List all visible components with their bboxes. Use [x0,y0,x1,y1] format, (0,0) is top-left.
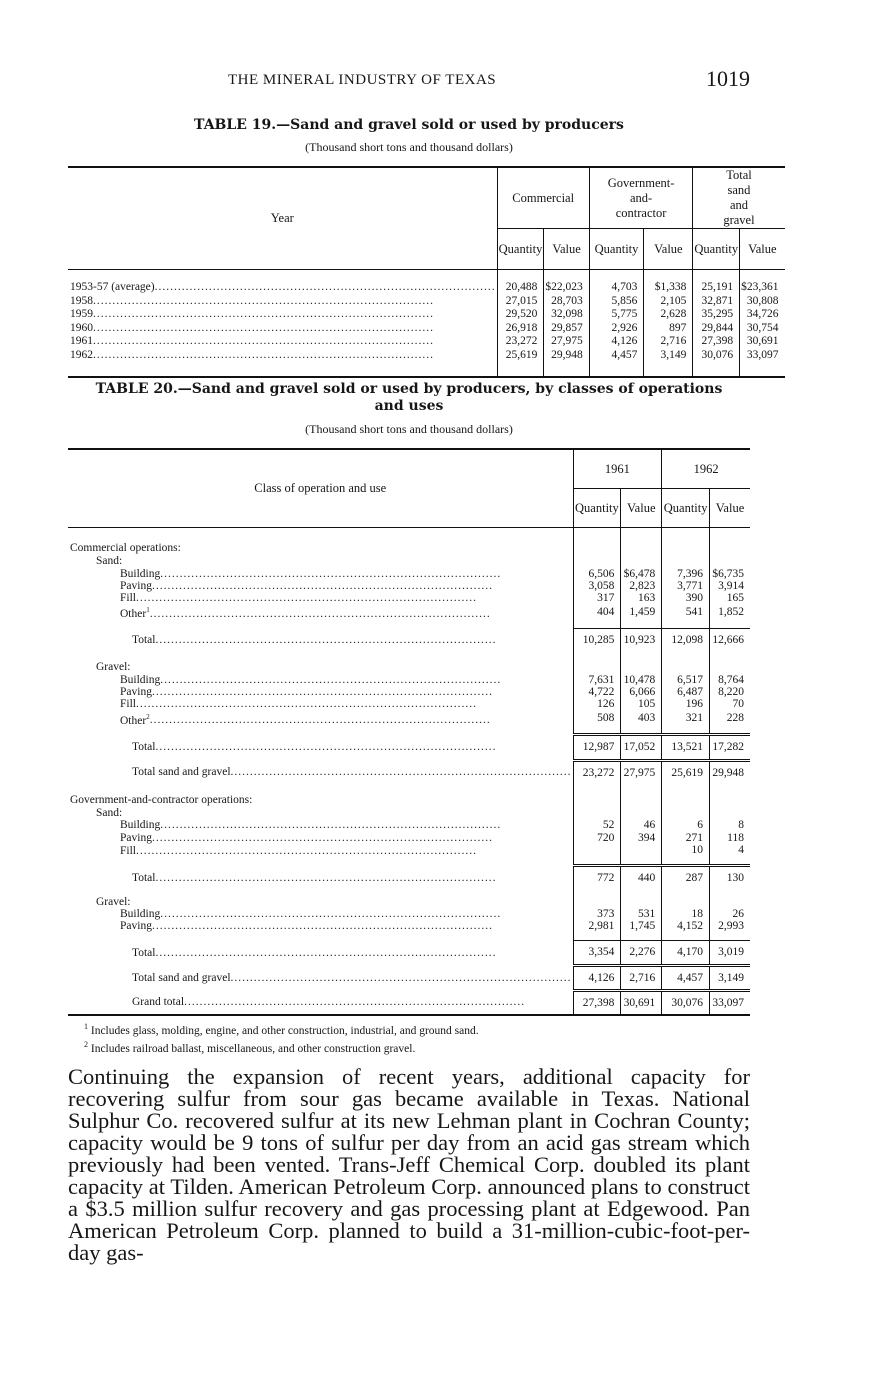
cell-value: 531 [621,908,662,920]
heading-label: Gravel: [96,661,131,674]
cell-value: 720 [573,832,621,844]
cell-value: $23,361 [740,270,785,295]
section-heading [68,528,750,555]
table-row [68,711,750,735]
label-text [120,711,572,727]
cell-value: 34,726 [740,308,785,322]
footnote-ref: 1 [146,606,150,615]
cell-value: 440 [621,866,662,890]
cell-value [621,844,662,866]
cell-value: 404 [573,604,621,628]
label-value: Paving [120,831,152,844]
row-label [68,686,573,698]
table-row [68,580,750,592]
empty-cell [710,806,750,819]
label-text [120,686,572,698]
footnotes [84,1020,479,1056]
subcol: Value [544,229,589,270]
cell-value: 772 [573,866,621,890]
cell-value: 27,975 [544,335,589,349]
cell-value: 897 [644,322,693,336]
cell-value: 29,857 [544,322,589,336]
running-title: THE MINERAL INDUSTRY OF TEXAS [228,72,497,88]
row-label [68,322,497,336]
label-text [132,634,572,646]
label-value: 1961 [70,336,93,348]
cell-value: 4,170 [662,941,710,965]
cell-value: 6,066 [621,686,662,698]
table-row [68,908,750,920]
cell-value: 4 [710,844,750,866]
cell-value: 30,076 [693,349,740,377]
cell-value: 70 [710,698,750,710]
row-label [68,941,573,965]
page-number: 1019 [706,66,750,91]
label-value: 1958 [70,295,93,307]
row-label [68,991,573,1016]
cell-value: 287 [662,866,710,890]
empty-cell [662,528,710,555]
cell-value: 30,076 [662,991,710,1016]
cell-value: 163 [621,592,662,604]
label-value: 1962 [70,349,93,361]
row-label [68,760,573,784]
cell-value: 3,149 [644,349,693,377]
cell-value: 29,520 [497,308,544,322]
cell-value: 130 [710,866,750,890]
row-label [68,349,497,377]
empty-cell [710,651,750,673]
row-label [68,604,573,628]
section-heading [68,890,750,908]
cell-value: 2,105 [644,295,693,309]
empty-cell [573,806,621,819]
cell-value: 8,220 [710,686,750,698]
col-year: Year [68,167,497,270]
subcol: Quantity [662,489,710,528]
cell-value: 2,981 [573,920,621,941]
year-1962: 1962 [662,449,750,489]
label-text [120,698,572,710]
heading-label: Gravel: [96,895,131,908]
empty-cell [710,528,750,555]
total-row [68,735,750,760]
label-value: 1953-57 (average) [70,282,155,293]
cell-value: 1,459 [621,604,662,628]
cell-value: 4,722 [573,686,621,698]
section-heading [68,554,750,567]
col-class: Class of operation and use [68,449,573,528]
cell-value: 2,276 [621,941,662,965]
row-label [68,908,573,920]
cell-value: 390 [662,592,710,604]
empty-cell [621,651,662,673]
label-text [70,282,496,294]
heading-label: Commercial operations: [70,542,181,554]
empty-cell [573,890,621,908]
cell-value: 403 [621,711,662,735]
cell-value: 32,871 [693,295,740,309]
cell-value: 27,015 [497,295,544,309]
cell-value: 2,823 [621,580,662,592]
subcol: Quantity [497,229,544,270]
label-value: Total [132,741,156,754]
label-value: Total [132,946,156,959]
label-text [70,323,496,335]
table-row [68,295,785,309]
table19 [68,166,785,378]
label-value: 1960 [70,322,93,334]
label-value: Total sand and gravel [132,971,231,984]
empty-cell [573,784,621,806]
cell-value: 373 [573,908,621,920]
cell-value: 3,058 [573,580,621,592]
group-total: Total sand and gravel [693,167,785,229]
cell-value: 52 [573,819,621,831]
label-text [70,309,496,321]
cell-value: 394 [621,832,662,844]
table19-caption: TABLE 19.—Sand and gravel sold or used by producers [194,117,624,133]
table-row [68,308,785,322]
cell-value: 10 [662,844,710,866]
label-value: Building [120,819,161,832]
empty-cell [662,784,710,806]
label-value: Total sand and gravel [132,765,231,778]
cell-value: 25,191 [693,270,740,295]
label-value: Fill [120,844,136,857]
label-value: Building [120,567,161,580]
cell-value: 20,488 [497,270,544,295]
row-label [68,592,573,604]
cell-value: 25,619 [662,760,710,784]
table-row [68,674,750,686]
label-text [132,766,572,778]
heading-label: Sand: [96,807,123,820]
heading-label: Sand: [96,555,123,568]
row-label [68,568,573,580]
cell-value: 29,844 [693,322,740,336]
cell-value: 29,948 [710,760,750,784]
subcol: Value [740,229,785,270]
empty-cell [621,784,662,806]
table-row [68,568,750,580]
subcol: Value [710,489,750,528]
cell-value: 27,398 [573,991,621,1016]
subcol: Value [644,229,693,270]
table-row [68,698,750,710]
row-label [68,866,573,890]
cell-value: 4,457 [662,965,710,990]
cell-value: 46 [621,819,662,831]
cell-value: 17,052 [621,735,662,760]
cell-value: 28,703 [544,295,589,309]
label-text [132,996,572,1008]
cell-value: $6,735 [710,568,750,580]
cell-value: 7,631 [573,674,621,686]
cell-value: 10,923 [621,629,662,652]
label-text [132,741,572,753]
cell-value: 30,691 [621,991,662,1016]
cell-value: 6,517 [662,674,710,686]
row-label [68,580,573,592]
cell-value: 33,097 [740,349,785,377]
row-label [68,832,573,844]
cell-value: 8 [710,819,750,831]
label-text [120,674,572,686]
label-value: Grand total [132,996,185,1009]
row-label [68,698,573,710]
total-row [68,965,750,990]
label-value: Building [120,907,161,920]
cell-value: 27,975 [621,760,662,784]
cell-value: 13,521 [662,735,710,760]
cell-value: 30,808 [740,295,785,309]
row-label [68,335,497,349]
cell-value: 25,619 [497,349,544,377]
cell-value: 26,918 [497,322,544,336]
label-text [132,872,572,884]
cell-value: 8,764 [710,674,750,686]
cell-value: 35,295 [693,308,740,322]
row-label [68,308,497,322]
label-value: Fill [120,592,136,605]
cell-value: 6 [662,819,710,831]
label-value: Building [120,673,161,686]
section-heading [68,651,750,673]
cell-value: 317 [573,592,621,604]
cell-value: 10,478 [621,674,662,686]
cell-value: 2,993 [710,920,750,941]
cell-value: 6,487 [662,686,710,698]
cell-value: 23,272 [573,760,621,784]
table-row [68,592,750,604]
cell-value: 27,398 [693,335,740,349]
cell-value: 2,628 [644,308,693,322]
label-text [120,580,572,592]
cell-value: 105 [621,698,662,710]
table-row [68,335,785,349]
table-row [68,604,750,628]
label-value: Fill [120,698,136,711]
table-row [68,920,750,941]
label-text [120,592,572,604]
subcol: Quantity [573,489,621,528]
empty-cell [621,806,662,819]
empty-cell [662,806,710,819]
subcol: Value [621,489,662,528]
label-text [120,832,572,844]
row-label [68,920,573,941]
empty-cell [710,554,750,567]
row-label [68,965,573,990]
table-row [68,349,785,377]
cell-value: 1,852 [710,604,750,628]
section-heading [68,784,750,806]
cell-value: 4,152 [662,920,710,941]
total-row [68,629,750,652]
row-label [68,819,573,831]
empty-cell [621,554,662,567]
row-label [68,270,497,295]
empty-cell [662,554,710,567]
label-value: Paving [120,920,152,933]
cell-value: $1,338 [644,270,693,295]
cell-value: 29,948 [544,349,589,377]
cell-value: 7,396 [662,568,710,580]
cell-value: 26 [710,908,750,920]
empty-cell [573,528,621,555]
group-government: Government-and-contractor [589,167,693,229]
cell-value: 2,716 [644,335,693,349]
cell-value: 271 [662,832,710,844]
total-row [68,991,750,1016]
empty-cell [621,528,662,555]
label-text [70,296,496,308]
cell-value: 4,703 [589,270,644,295]
cell-value: 3,354 [573,941,621,965]
row-label [68,735,573,760]
cell-value: 12,098 [662,629,710,652]
cell-value: 4,126 [573,965,621,990]
label-text [120,604,572,620]
label-text [120,920,572,932]
group-commercial: Commercial [497,167,589,229]
empty-cell [662,651,710,673]
cell-value: $22,023 [544,270,589,295]
empty-cell [710,784,750,806]
footnote-ref: 2 [146,712,150,721]
cell-value: 118 [710,832,750,844]
table-row [68,322,785,336]
cell-value: 2,716 [621,965,662,990]
row-label [68,295,497,309]
cell-value: 3,019 [710,941,750,965]
cell-value: 165 [710,592,750,604]
year-1961: 1961 [573,449,662,489]
label-text [120,908,572,920]
empty-cell [573,554,621,567]
cell-value: 1,745 [621,920,662,941]
cell-value: 12,666 [710,629,750,652]
body-paragraph: Continuing the expansion of recent years, additional capacity for recovering sulfur from sour gas became available in Texas. National Sulphur Co. recovered sulfur at its new Lehman plant in Cochran County; capacity would be 9 tons of sulfur per day from an acid gas stream which previously had been vented. Trans-Jeff Chemical Corp. doubled its plant capacity at Tilden. American Petroleum Corp. announced plans to construct a $3.5 million sulfur recovery and gas processing plant at Edgewood. Pan American Petroleum Corp. planned to build a 31-million-cubic-foot-per-day gas- [68,1064,750,1265]
subcol: Quantity [589,229,644,270]
footnote: $^2$ Includes railroad ballast, miscellaneous, and other construction gravel. [84,1039,416,1055]
label-value: Total [132,871,156,884]
label-value: 1959 [70,309,93,321]
label-text [70,336,496,348]
table-row [68,819,750,831]
cell-value: 508 [573,711,621,735]
cell-value: 10,285 [573,629,621,652]
label-value: Total [132,633,156,646]
cell-value [573,844,621,866]
cell-value: 2,926 [589,322,644,336]
cell-value: 541 [662,604,710,628]
page-header [68,66,750,94]
cell-value: 6,506 [573,568,621,580]
total-row [68,760,750,784]
cell-value: 32,098 [544,308,589,322]
cell-value: 30,754 [740,322,785,336]
row-label [68,674,573,686]
table20-caption-line1: TABLE 20.—Sand and gravel sold or used by producers, by classes of operations [95,381,723,397]
cell-value: 12,987 [573,735,621,760]
cell-value: 33,097 [710,991,750,1016]
table-row [68,686,750,698]
label-text [132,972,572,984]
label-value: Other [120,608,147,621]
total-row [68,866,750,890]
cell-value: 196 [662,698,710,710]
label-text [132,947,572,959]
cell-value: 5,775 [589,308,644,322]
table20-units: (Thousand short tons and thousand dollars) [305,422,513,436]
table19-units: (Thousand short tons and thousand dollars) [305,140,513,154]
label-text [120,819,572,831]
row-label [68,844,573,866]
empty-cell [573,651,621,673]
label-value: Paving [120,579,152,592]
row-label [68,711,573,735]
cell-value: 3,149 [710,965,750,990]
cell-value: 3,914 [710,580,750,592]
label-text [120,845,572,857]
table-row [68,844,750,866]
cell-value: 5,856 [589,295,644,309]
section-heading [68,806,750,819]
label-value: Other [120,714,147,727]
cell-value: 23,272 [497,335,544,349]
cell-value: 17,282 [710,735,750,760]
cell-value: 321 [662,711,710,735]
cell-value: 18 [662,908,710,920]
cell-value: 126 [573,698,621,710]
label-text [70,350,496,362]
table-row [68,832,750,844]
empty-cell [621,890,662,908]
total-row [68,941,750,965]
table20 [68,448,750,1016]
subcol: Quantity [693,229,740,270]
footnote: $^1$ Includes glass, molding, engine, and other construction, industrial, and ground sand. [84,1022,479,1037]
empty-cell [662,890,710,908]
cell-value: 4,457 [589,349,644,377]
cell-value: $6,478 [621,568,662,580]
cell-value: 228 [710,711,750,735]
heading-label: Government-and-contractor operations: [70,793,253,806]
label-value: Paving [120,686,152,698]
cell-value: 3,771 [662,580,710,592]
table20-caption-line2: and uses [374,398,444,414]
empty-cell [710,890,750,908]
cell-value: 4,126 [589,335,644,349]
label-text [120,568,572,580]
row-label [68,629,573,652]
cell-value: 30,691 [740,335,785,349]
table-row [68,270,785,295]
